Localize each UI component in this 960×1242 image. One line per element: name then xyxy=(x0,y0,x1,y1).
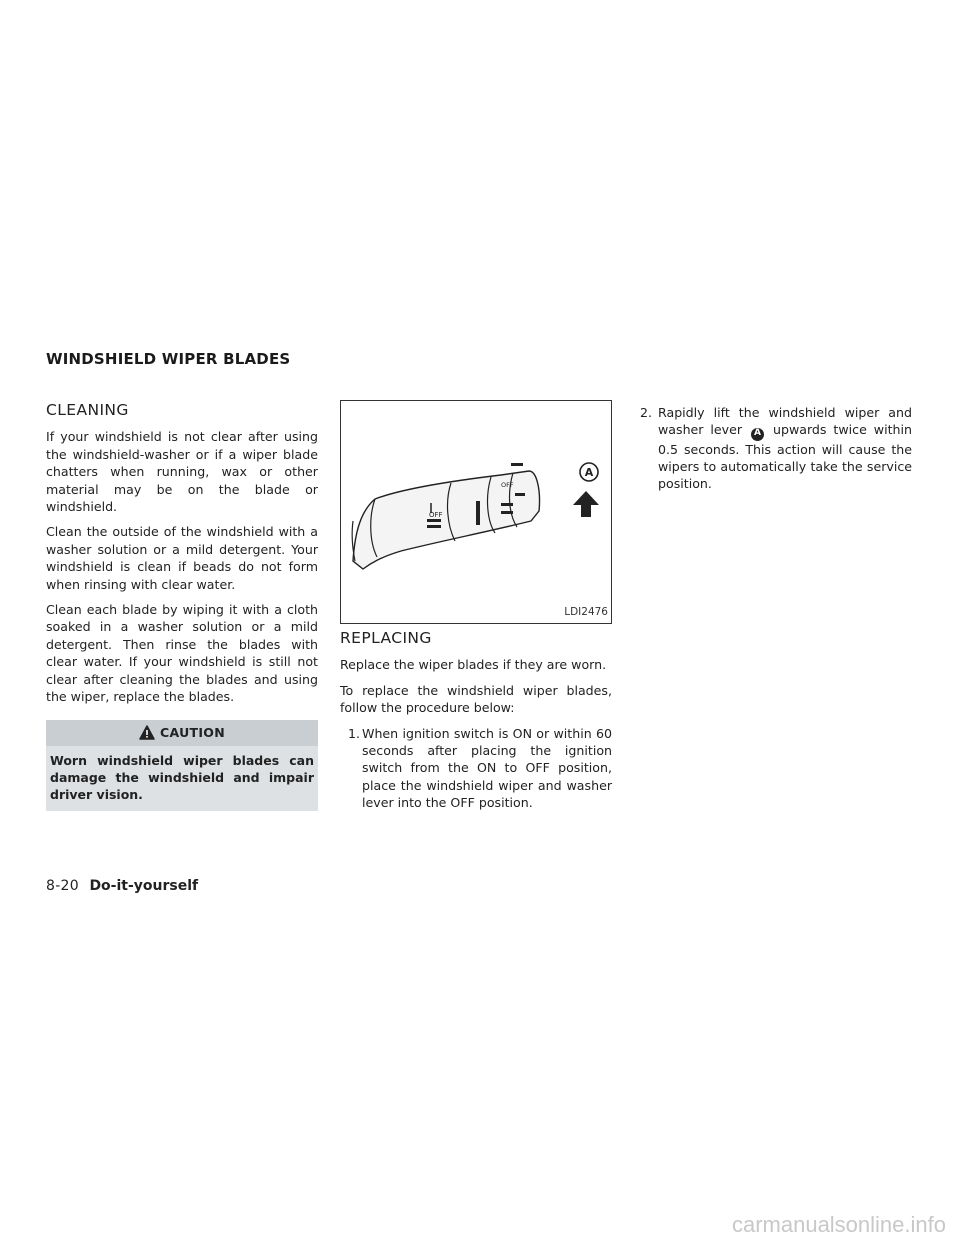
step-text-before: Rapidly lift the windshield wiper and washer lever xyxy=(658,405,912,438)
replacing-intro: Replace the wiper blades if they are worn. xyxy=(340,657,607,673)
section-title: WINDSHIELD WIPER BLADES xyxy=(46,350,291,368)
step-text-after: upwards twice within 0.5 seconds. This action will cause the wipers to automatically take the service position. xyxy=(658,422,912,492)
cleaning-heading: CLEANING xyxy=(46,401,129,419)
wiper-lever-figure xyxy=(340,400,612,624)
replacing-procedure-intro: To replace the windshield wiper blades, follow the procedure below: xyxy=(340,682,612,716)
callout-a-label: A xyxy=(584,466,594,479)
caution-header xyxy=(46,720,318,746)
chapter-title: Do-it-yourself xyxy=(89,878,199,894)
cleaning-paragraph-2: Clean the outside of the windshield with a washer solution or a mild detergent. Your windshield is clean if beads do not form when rinsing with clear water. xyxy=(46,524,318,592)
page-footer xyxy=(46,878,198,894)
cleaning-paragraph-3: Clean each blade by wiping it with a cloth soaked in a washer solution or a mild detergent. Then rinse the blades with clear water. If your windshield is still not clear after cleaning the blades and using the wiper, replace the blades. xyxy=(46,602,318,705)
figure-id: LDI2476 xyxy=(564,605,608,618)
procedure-list-1 xyxy=(340,725,612,812)
cleaning-paragraph-1: If your windshield is not clear after using the windshield-washer or if a wiper blade chatters when running, wax or other material may be on the blade or windshield. xyxy=(46,429,318,515)
watermark: carmanualsonline.info xyxy=(731,1212,946,1237)
warning-triangle-icon xyxy=(139,725,155,740)
procedure-step-1 xyxy=(340,725,612,812)
replacing-heading: REPLACING xyxy=(340,629,432,647)
lever-off-label-1: OFF xyxy=(429,511,443,519)
procedure-column xyxy=(640,404,912,501)
caution-box xyxy=(46,720,318,811)
step-text: When ignition switch is ON or within 60 seconds after placing the ignition switch from the ON to OFF position, place the windshield wiper and washer lever into the OFF position. xyxy=(362,725,612,811)
step-number: 2. xyxy=(640,405,653,420)
procedure-step-2 xyxy=(640,404,912,493)
caution-title: CAUTION xyxy=(160,724,225,740)
page-number: 8-20 xyxy=(46,878,79,894)
callout-a-marker: A xyxy=(751,428,764,441)
cleaning-column xyxy=(46,400,318,811)
replacing-column xyxy=(340,400,612,820)
lever-off-label-2: OFF xyxy=(501,481,514,489)
step-number: 1. xyxy=(348,725,361,741)
procedure-list-2 xyxy=(640,404,912,493)
wiper-lever-illustration xyxy=(341,401,611,623)
caution-text: Worn windshield wiper blades can damage the windshield and impair driver vision. xyxy=(50,752,314,802)
